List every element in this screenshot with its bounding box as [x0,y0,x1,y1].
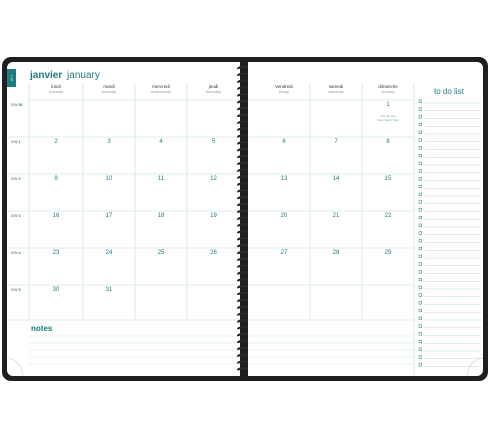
date-cell[interactable]: 8 [386,139,390,145]
day-name-fr: vendredi [275,84,293,89]
todo-checkbox[interactable] [419,255,422,258]
date-cell[interactable]: 14 [332,176,340,182]
todo-checkbox[interactable] [419,271,422,274]
date-cell[interactable]: 30 [52,287,60,293]
holiday-label: Jour de l'An New Year's Day [377,114,399,122]
date-cell[interactable]: 22 [384,213,392,219]
day-name-fr: jeudi [208,84,219,89]
day-name-fr: samedi [328,84,344,89]
todo-checkbox[interactable] [419,131,422,134]
date-cell[interactable]: 2 [54,139,58,145]
left-page [7,62,240,376]
date-cell[interactable]: 29 [384,250,392,256]
day-header-tuesday [83,84,135,100]
day-header-friday [258,84,310,100]
day-name-en: saturday [328,89,344,94]
date-cell[interactable]: 7 [334,139,338,145]
right-grid [248,62,483,376]
todo-checkbox[interactable] [419,302,422,305]
day-name-en: friday [279,89,289,94]
date-cell[interactable]: 24 [105,250,113,256]
week-label: S/W 2 [11,177,21,181]
week-label: S/W 3 [11,214,21,218]
date-cell[interactable]: 21 [332,213,340,219]
day-name-fr: lundi [51,84,61,89]
todo-checkbox[interactable] [419,348,422,351]
notes-title: notes [31,324,53,333]
todo-checkbox[interactable] [419,170,422,173]
todo-checkbox[interactable] [419,278,422,281]
todo-checkbox[interactable] [419,232,422,235]
todo-checkbox[interactable] [419,139,422,142]
day-header-thursday [187,84,240,100]
date-cell[interactable]: 20 [280,213,288,219]
month-title-en: january [67,70,100,81]
todo-checkbox[interactable] [419,309,422,312]
todo-checkbox[interactable] [419,201,422,204]
todo-checkbox[interactable] [419,340,422,343]
date-cell[interactable]: 25 [157,250,165,256]
date-cell[interactable]: 26 [210,250,217,256]
date-cell[interactable]: 27 [280,250,288,256]
right-page [248,62,483,376]
date-cell[interactable]: 6 [282,139,286,145]
todo-checkbox[interactable] [419,294,422,297]
todo-title: to do list [434,87,464,96]
todo-checkbox[interactable] [419,116,422,119]
day-name-fr: mercredi [152,84,170,89]
day-header-wednesday [135,84,187,100]
date-cell[interactable]: 17 [105,213,113,219]
todo-checkbox[interactable] [419,147,422,150]
todo-checkbox[interactable] [419,193,422,196]
date-cell[interactable]: 1 [386,102,390,108]
todo-checkbox[interactable] [419,364,422,367]
date-cell[interactable]: 28 [332,250,340,256]
date-cell[interactable]: 16 [52,213,60,219]
week-label: S/W 1 [11,140,21,144]
date-cell[interactable]: 5 [211,139,216,145]
todo-checkbox[interactable] [419,356,422,359]
date-cell[interactable]: 11 [157,176,165,182]
date-cell[interactable]: 19 [210,213,217,219]
day-name-fr: dimanche [378,84,398,89]
day-header-monday [29,84,83,100]
week-label: S/W 5 [11,288,21,292]
date-cell[interactable]: 31 [105,287,113,293]
todo-checkbox[interactable] [419,108,422,111]
date-cell[interactable]: 13 [280,176,288,182]
todo-checkbox[interactable] [419,247,422,250]
day-name-en: sunday [381,89,395,94]
todo-checkbox[interactable] [419,240,422,243]
day-name-en: thursday [205,89,222,94]
week-label: S/W 4 [11,251,21,255]
day-header-saturday [310,84,362,100]
planner [2,57,488,381]
day-name-en: monday [48,89,64,94]
date-cell[interactable]: 3 [107,139,111,145]
todo-checkbox[interactable] [419,123,422,126]
day-name-en: wednesday [150,89,172,94]
todo-checkbox[interactable] [419,178,422,181]
week-label: S/W 52 [11,103,23,107]
todo-checkbox[interactable] [419,286,422,289]
todo-checkbox[interactable] [419,263,422,266]
day-header-sunday [362,84,414,100]
todo-checkbox[interactable] [419,333,422,336]
todo-checkbox[interactable] [419,185,422,188]
date-cell[interactable]: 10 [105,176,113,182]
todo-checkbox[interactable] [419,162,422,165]
todo-checkbox[interactable] [419,224,422,227]
todo-checkbox[interactable] [419,209,422,212]
date-cell[interactable]: 18 [157,213,165,219]
month-title [30,70,100,81]
todo-checkbox[interactable] [419,317,422,320]
date-cell[interactable]: 23 [52,250,60,256]
day-name-en: tuesday [101,89,116,94]
day-name-fr: mardi [103,84,115,89]
todo-checkbox[interactable] [419,100,422,103]
todo-checkbox[interactable] [419,325,422,328]
todo-checkbox[interactable] [419,154,422,157]
date-cell[interactable]: 15 [384,176,392,182]
date-cell[interactable]: 12 [210,176,217,182]
date-cell[interactable]: 9 [54,176,58,182]
date-cell[interactable]: 4 [159,139,163,145]
month-title-fr: janvier [30,70,63,81]
month-tab[interactable]: jan 1 [7,69,16,87]
todo-checkbox[interactable] [419,216,422,219]
